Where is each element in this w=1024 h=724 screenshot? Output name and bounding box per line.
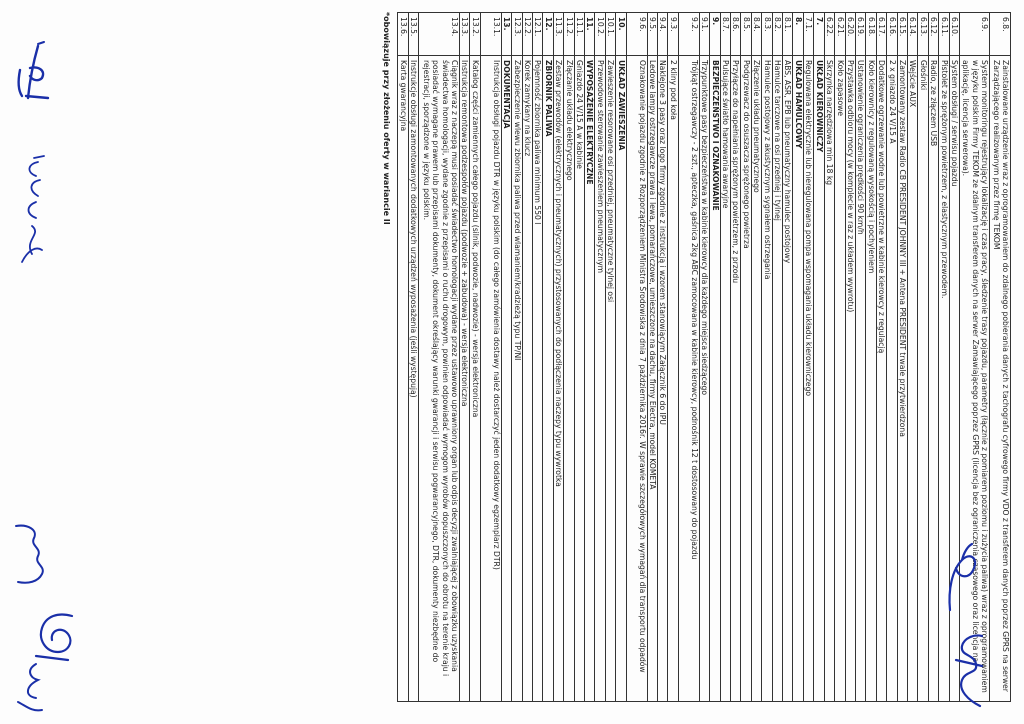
- footnote: *obowiązuje przy złożeniu oferty w wariancie II: [382, 12, 392, 225]
- row-description: Korek zamykany na klucz: [522, 56, 532, 702]
- section-header-row: [501, 13, 511, 702]
- row-number: 9.6.: [626, 13, 647, 56]
- specification-table: [397, 12, 1011, 702]
- table-row: [459, 13, 469, 702]
- row-number: 10.: [616, 13, 626, 56]
- table-row: [783, 13, 793, 702]
- table-row: [626, 13, 647, 702]
- row-number: 8.1.: [783, 13, 793, 56]
- section-header-row: [814, 13, 824, 702]
- row-number: 9.5.: [647, 13, 657, 56]
- row-number: 12.1.: [532, 13, 542, 56]
- row-number: 12.3.: [512, 13, 522, 56]
- row-description: Koło zapasowe: [835, 56, 845, 702]
- table-row: [480, 13, 501, 702]
- table-row: [605, 13, 615, 702]
- row-description: Koło kierownicy z regulowaną wysokością i pochyleniem: [866, 56, 876, 702]
- row-description: Przewodowe sterowanie zawieszeniem pneumatycznym: [595, 56, 605, 702]
- table-row: [824, 13, 834, 702]
- row-description: Przystawka odbioru mocy (w komplecie w raz z układem wywrotu): [845, 56, 855, 702]
- row-description: Zestaw przewodów (elektrycznych i pneumatycznych) przystosowanych do podłączenia naczepy typu wywrotka: [553, 56, 563, 702]
- table-row: [668, 13, 678, 702]
- row-number: 7.1.: [803, 13, 813, 56]
- row-description: Zamontowany zestaw Radio CB PRESIDENT JOHNNY III + Antena PRESIDENT trwale przytwierdzona: [897, 56, 907, 702]
- row-description: Gniazdo 24 V/15 A w kabinie: [574, 56, 584, 702]
- row-description: System obsługi / serwisu pojazdu: [949, 56, 959, 702]
- specification-document: [131, 12, 1011, 702]
- table-row: [720, 13, 730, 702]
- row-description: Karta gwarancyjna: [398, 56, 408, 702]
- table-row: [553, 13, 563, 702]
- row-number: 8.7.: [720, 13, 730, 56]
- row-number: 9.3.: [668, 13, 678, 56]
- row-description: System monitoringu rejestrujący lokalizację i czas pracy, śledzenie trasy pojazdu, parametry (łącznie z pomiarem poziomu i zużycia paliwa) wraz z oprogramowaniem w języku polskim Firmy TEKOM ze zdalnym transferem danych na serwer Zamawiającego poprzez GPRS (licencja bez ograniczenia czasowego oraz licencja na aplikację, licencja serwerowa).: [960, 56, 990, 702]
- row-number: 12.2.: [522, 13, 532, 56]
- table-row: [470, 13, 480, 702]
- row-number: 9.4.: [658, 13, 668, 56]
- row-number: 6.13.: [918, 13, 928, 56]
- section-header-row: [543, 13, 553, 702]
- row-number: 8.: [793, 13, 803, 56]
- row-description: Katalog części zamiennych całego pojazdu (silnik, podwozie, nadwozie) - wersja elektroniczna: [470, 56, 480, 702]
- signature-initials-1: [8, 40, 60, 104]
- row-number: 6.8.: [990, 13, 1011, 56]
- row-description: DOKUMENTACJA: [501, 56, 511, 702]
- row-number: 13.3.: [459, 13, 469, 56]
- row-description: 2 kliny pod koła: [668, 56, 678, 702]
- row-number: 6.14.: [907, 13, 917, 56]
- table-row: [699, 13, 709, 702]
- row-description: ABS, ASR, EPB lub pneumatyczny hamulec postojowy: [783, 56, 793, 702]
- table-row: [532, 13, 542, 702]
- row-description: Instrukcja obsługi pojazdu DTR w języku polskim (do całego zamówienia dostawy należ dostarczyć jeden dodatkowy egzemplarz DTR): [480, 56, 501, 702]
- section-header-row: [585, 13, 595, 702]
- table-row: [855, 13, 865, 702]
- signature-scribble-1: [8, 520, 52, 590]
- signature-scribble-2: [6, 660, 50, 716]
- table-row: [408, 13, 418, 702]
- row-description: Ciągnik wraz z naczepą musi posiadać świadectwo homologacji wydane przez ustawowo uprawniony organ lub odpis decyzji zwalniającej z obowiązku uzyskania świadectwa homologacji, wydane zgodnie z przepisami o ruchu drogowym, powinien odpowiadać wymogom wyrobów dopuszczonych do obrotu na terenie kraju i posiadać wymagane prawem lub przepisami dokumenty, dokument określający warunki gwarancji i serwisu pogwarancyjnego, DTR, dokumenty niezbędne do rejestracji, sporządzone w języku polskim.: [418, 56, 459, 702]
- row-description: Złączenie układu pneumatycznego: [751, 56, 761, 702]
- row-description: Zawieszenie resorowane osi przedniej, pneumatyczne tylnej osi: [605, 56, 615, 702]
- row-number: 8.3.: [762, 13, 772, 56]
- row-description: Naklejone 3 pasy oraz logo firmy zgodnie z instrukcją i wzorem stanowiącym Załącznik 6 do IPU: [658, 56, 668, 702]
- table-row: [845, 13, 855, 702]
- row-number: 13.6.: [398, 13, 408, 56]
- row-number: 6.10.: [949, 13, 959, 56]
- row-description: UKŁAD HAMULCOWY: [793, 56, 803, 702]
- row-description: Regulowana elektrycznie lub nieregulowana pompa wspomagania układu kierowniczego: [803, 56, 813, 702]
- row-description: Instrukcje obsługi zamontowanych dodatkowych urządzeń wyposażenia (jeśli występują): [408, 56, 418, 702]
- row-number: 13.2.: [470, 13, 480, 56]
- row-number: 6.22.: [824, 13, 834, 56]
- row-description: 2 x gniazdo 24 V/15 A: [887, 56, 897, 702]
- table-row: [990, 13, 1011, 702]
- row-description: Zabezpieczenie wlewu zbiornika paliwa przed wlamaniem/kradzieżą typu TP/NI: [512, 56, 522, 702]
- row-description: Pojemność zbiornika paliwa minimum 550 l: [532, 56, 542, 702]
- row-number: 11.3.: [553, 13, 563, 56]
- table-row: [731, 13, 741, 702]
- table-row: [512, 13, 522, 702]
- table-row: [762, 13, 772, 702]
- row-description: Trójkąt ostrzegawczy - 2 szt., apteczka, gaśnica 2kg ABC zamocowana w kabinie kierowcy, podnośnik 12 t dostosowany do pojazdu: [678, 56, 699, 702]
- row-number: 11.2.: [564, 13, 574, 56]
- table-row: [751, 13, 761, 702]
- row-description: Skrzynka narzędziowa min 18 kg: [824, 56, 834, 702]
- row-description: Przyłącze do napełniania sprężonym powietrzem, z przodu: [731, 56, 741, 702]
- table-row: [866, 13, 876, 702]
- row-number: 6.17.: [876, 13, 886, 56]
- row-number: 6.9.: [960, 13, 990, 56]
- section-header-row: [710, 13, 720, 702]
- table-row: [928, 13, 938, 702]
- row-number: 11.1.: [574, 13, 584, 56]
- row-number: 6.20.: [845, 13, 855, 56]
- row-description: Głośniki: [918, 56, 928, 702]
- row-number: 6.21.: [835, 13, 845, 56]
- row-number: 8.2.: [772, 13, 782, 56]
- row-number: 8.6.: [731, 13, 741, 56]
- row-description: Ustanowienie ograniczenia prędkości 90 km/h: [855, 56, 865, 702]
- table-row: [398, 13, 408, 702]
- table-row: [897, 13, 907, 702]
- table-row: [595, 13, 605, 702]
- table-row: [907, 13, 917, 702]
- row-description: Trzypunktowe pasy bezpieczeństwa w kabinie kierowcy dla każdego miejsca siedzącego: [699, 56, 709, 702]
- table-row: [835, 13, 845, 702]
- table-row: [658, 13, 668, 702]
- section-header-row: [616, 13, 626, 702]
- table-row: [647, 13, 657, 702]
- row-number: 10.2.: [595, 13, 605, 56]
- table-row: [741, 13, 751, 702]
- row-description: Radio, ze złączem USB: [928, 56, 938, 702]
- row-description: Dodatkowe ogrzewanie wodne lub powietrzne w kabinie kierowcy z regulacją: [876, 56, 886, 702]
- row-description: Pistolet ze sprężonym powietrzem, z elastycznym przewodem.: [939, 56, 949, 702]
- table-row: [564, 13, 574, 702]
- signature-large-scribble: [948, 630, 988, 710]
- row-number: 9.: [710, 13, 720, 56]
- table-row: [876, 13, 886, 702]
- row-description: UKŁAD ZAWIESZENIA: [616, 56, 626, 702]
- row-number: 13.: [501, 13, 511, 56]
- row-number: 8.4.: [751, 13, 761, 56]
- row-description: Zainstalowane urządzenie wraz z oprogramowaniem do zdalnego pobierania danych z tachografu cyfrowego firmy VDO z transferem danych poprzez GPRS na serwer Zarządzającego realizowanym przez firmę TEKOM: [990, 56, 1011, 702]
- row-description: Instrukcja remontowa podzespołów pojazdu (podwozie + zabudowa) - wersja elektroniczna: [459, 56, 469, 702]
- table-row: [522, 13, 532, 702]
- row-description: UKŁAD KIEROWNICZY: [814, 56, 824, 702]
- row-number: 13.5.: [408, 13, 418, 56]
- row-description: Podgrzewacz do osuszacza sprężonego powietrza: [741, 56, 751, 702]
- row-number: 9.2.: [678, 13, 699, 56]
- table-row: [418, 13, 459, 702]
- row-number: 6.18.: [866, 13, 876, 56]
- row-number: 6.15.: [897, 13, 907, 56]
- signature-loop-mark: [28, 610, 80, 666]
- row-number: 9.1.: [699, 13, 709, 56]
- table-row: [918, 13, 928, 702]
- row-description: Wejście AUX: [907, 56, 917, 702]
- row-description: Pulsujące światło hamowania awaryjne: [720, 56, 730, 702]
- signature-large-loop: [942, 540, 982, 614]
- row-number: 8.5.: [741, 13, 751, 56]
- row-number: 13.1.: [480, 13, 501, 56]
- row-number: 12.: [543, 13, 553, 56]
- row-number: 6.19.: [855, 13, 865, 56]
- row-number: 7.: [814, 13, 824, 56]
- row-number: 10.1.: [605, 13, 615, 56]
- section-header-row: [793, 13, 803, 702]
- table-row: [678, 13, 699, 702]
- row-description: Złączanie układu elektrycznego: [564, 56, 574, 702]
- row-number: 13.4.: [418, 13, 459, 56]
- signature-handwritten-name: [14, 150, 52, 270]
- table-row: [887, 13, 897, 702]
- row-number: 6.12.: [928, 13, 938, 56]
- table-row: [803, 13, 813, 702]
- row-description: WYPOSAŻENIE ELEKTRYCZNE: [585, 56, 595, 702]
- row-description: Oznakowanie pojazdu zgodnie z Rozporządzeniem Ministra Środowiska z dnia 7 października 2016r. W sprawie szczegółowych wymagań dla transportu odpadów: [626, 56, 647, 702]
- row-number: 6.16.: [887, 13, 897, 56]
- row-description: BEZPIECZEŃSTWO I OZNAKOWANIE: [710, 56, 720, 702]
- row-description: Hamulec postojowy z akustycznym sygnałem ostrzegania: [762, 56, 772, 702]
- row-description: Ledowe lampy ostrzegawcze prawa i lewa, pomarańczowe, umieszczone na dachu, firmy Electra, model KOMETA: [647, 56, 657, 702]
- table-row: [772, 13, 782, 702]
- specification-table-body: [398, 13, 1011, 702]
- row-description: Hamulce tarczowe na osi przedniej i tylnej: [772, 56, 782, 702]
- row-description: ZBIORNIK PALIWA: [543, 56, 553, 702]
- table-row: [574, 13, 584, 702]
- row-number: 6.11.: [939, 13, 949, 56]
- row-number: 11.: [585, 13, 595, 56]
